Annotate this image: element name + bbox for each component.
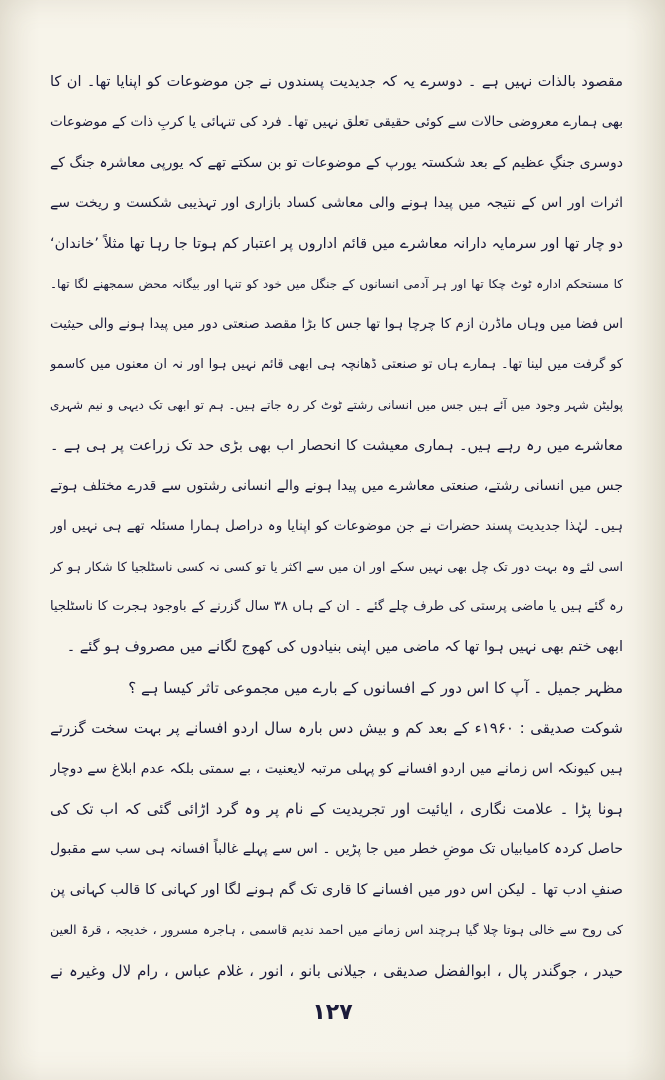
text-line: حیدر ، جوگندر پال ، ابوالفضل صدیقی ، جیلانی بانو ، انور ، غلام عباس ، رام لال وغیرہ نے [50,961,623,980]
text-line: کو گرفت میں لینا تھا۔ ہمارے ہاں تو صنعتی ڈھانچہ ہی ابھی قائم نہیں ہوا اور نہ ان معنوں میں کاسمو [50,356,623,372]
text-line: کی روح سے خالی ہوتا چلا گیا ہرچند اس زمانے میں احمد ندیم قاسمی ، ہاجرہ مسرور ، خدیجہ ، قرۃ العین [50,922,623,938]
text-line: ہیں کیونکہ اس زمانے میں اردو افسانے کو پہلی مرتبہ لایعنیت ، بے سمتی بلکہ عدم ابلاغ سے دوچار [50,760,623,777]
urdu-text-body [50,62,623,991]
text-line: اثرات اور اس کے نتیجہ میں پیدا ہونے والی معاشی کساد بازاری اور تہذیبی شکست و ریخت سے [50,195,623,212]
page-number: ۱۲۷ [312,1000,353,1025]
text-line: ہیں۔ لہٰذا جدیدیت پسند حضرات نے جن موضوعات کو اپنایا وہ دراصل ہمارا مسئلہ تھے ہی نہیں اور [50,518,623,535]
question-line: مظہر جمیل ۔ آپ کا اس دور کے افسانوں کے بارے میں مجموعی تاثر کیسا ہے ؟ [128,678,623,697]
text-line: اسی لئے وہ بہت دور تک چل بھی نہیں سکے اور ان میں سے اکثر یا تو کسی نہ کسی ناسٹلجیا کا شکار ہو کر [50,558,623,574]
text-line: ابھی ختم بھی نہیں ہوا تھا کہ ماضی میں اپنی بنیادوں کی کھوج لگانے میں مصروف ہو گئے ۔ [66,639,623,656]
text-line: دو چار تھا اور سرمایہ دارانہ معاشرے میں قائم اداروں پر اعتبار کم ہوتا جا رہا تھا مثلاً ’خاندان‘ [50,235,623,252]
text-line: رہ گئے ہیں یا ماضی پرستی کی طرف چلے گئے ۔ ان کے ہاں ۳۸ سال گزرنے کے باوجود ہجرت کا ناسٹلجیا [50,599,623,615]
answer-line: شوکت صدیقی : ۱۹۶۰ء کے بعد کم و بیش دس بارہ سال اردو افسانے پر بہت سخت گزرتے [50,719,623,738]
text-line: ہونا پڑا ۔ علامت نگاری ، ایائیت اور تجریدیت کے نام پر وہ گرد اڑائی گئی کہ اب تک کی [50,800,623,819]
text-line: حاصل کردہ کامیابیاں تک موضِ خطر میں جا پڑیں ۔ اس سے پہلے غالباً افسانہ ہی سب سے مقبول [50,841,623,858]
text-line: مقصود بالذات نہیں ہے ۔ دوسرے یہ کہ جدیدیت پسندوں نے جن موضوعات کو اپنایا تھا۔ ان کا [50,74,623,90]
text-line: دوسری جنگِ عظیم کے بعد شکستہ یورپ کے موضوعات تو بن سکتے تھے کہ یورپی معاشرہ جنگ کے [50,154,623,171]
text-line: صنفِ ادب تھا ۔ لیکن اس دور میں افسانے کا قاری تک گم ہونے لگا اور کہانی کا قالب کہانی پن [50,881,623,898]
text-line: اس فضا میں وہاں ماڈرن ازم کا چرچا ہوا تھا جس کا بڑا مقصد صنعتی دور میں پیدا ہونے والی حیثیت [50,316,623,333]
text-line: بھی ہمارے معروضی حالات سے کوئی حقیقی تعلق نہیں تھا۔ فرد کی تنہائی یا کربِ ذات کے موضوعات [50,114,623,131]
text-line: جس میں انسانی رشتے، صنعتی معاشرے میں پیدا ہونے والے انسانی رشتوں سے قدرے مختلف ہوتے [50,477,623,494]
text-line: کا مستحکم ادارہ ٹوٹ چکا تھا اور ہر آدمی انسانوں کے جنگل میں خود کو تنہا اور بیگانہ محض سمجھنے لگا تھا۔ [50,276,623,291]
text-line: معاشرے میں رہ رہے ہیں۔ ہماری معیشت کا انحصار اب بھی بڑی حد تک زراعت پر ہی ہے ۔ [50,437,623,454]
text-line: پولیٹن شہر وجود میں آئے ہیں جس میں انسانی رشتے ٹوٹ کر رہ جاتے ہیں۔ ہم تو ابھی تک دیہی و نیم شہری [50,398,623,413]
